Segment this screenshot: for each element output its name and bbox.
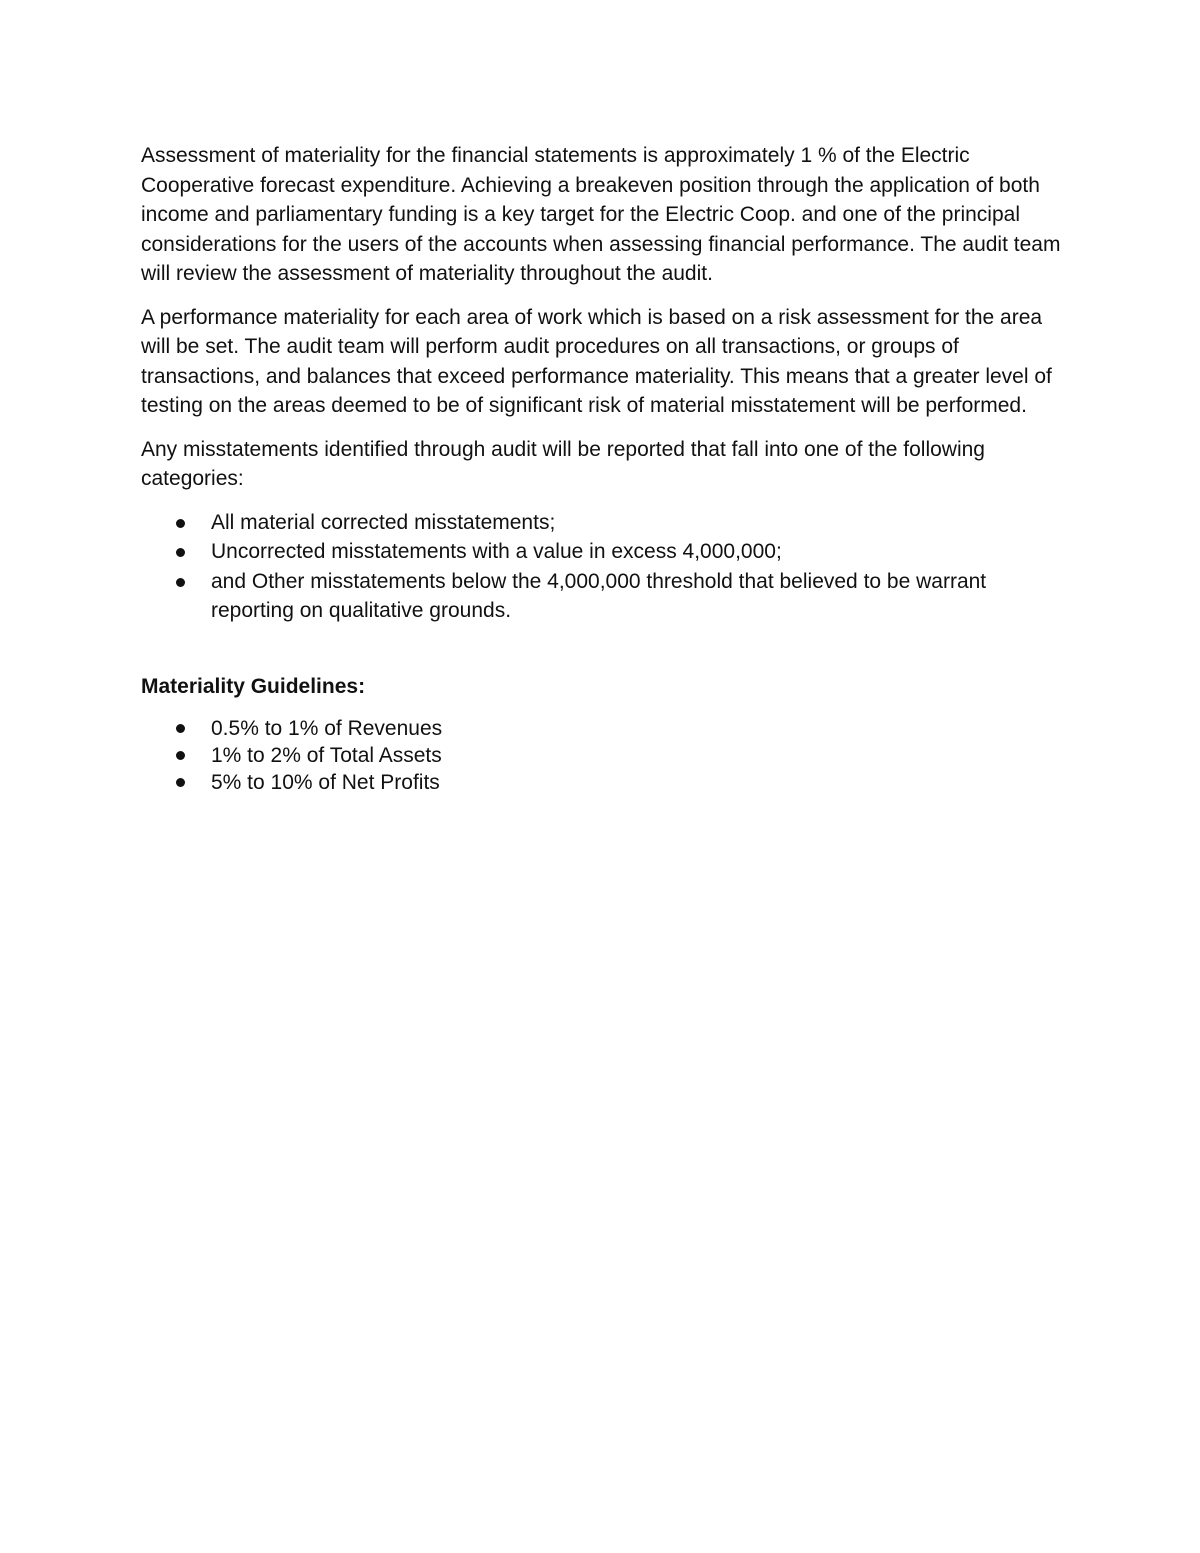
- list-item-text: All material corrected misstatements;: [211, 510, 556, 534]
- bullet-icon: [176, 519, 185, 528]
- list-item-text: and Other misstatements below the 4,000,000 threshold that believed to be warrant reporting on qualitative grounds.: [211, 569, 987, 622]
- paragraph-misstatement-reporting: Any misstatements identified through audit will be reported that fall into one of the following categories:: [141, 437, 985, 490]
- list-item: [141, 537, 1066, 567]
- list-item-text: Uncorrected misstatements with a value in excess 4,000,000;: [211, 540, 782, 563]
- document-body: [141, 141, 1066, 810]
- misstatement-categories-list: [141, 508, 1066, 626]
- list-item: [141, 508, 1066, 538]
- bullet-icon: [176, 778, 185, 787]
- list-item: [141, 715, 1066, 742]
- bullet-icon: [176, 751, 185, 760]
- list-item: [141, 769, 1066, 796]
- list-item-text: 5% to 10% of Net Profits: [211, 771, 440, 794]
- paragraph-materiality-assessment: Assessment of materiality for the financial statements is approximately 1 % of the Electric Cooperative forecast expenditure. Achieving a breakeven position through the application of both income and parliamentary funding is a key target for the Electric Coop. and one of the principal considerations for the users of the accounts when assessing financial performance. The audit team will review the assessment of materiality throughout the audit.: [141, 144, 1061, 285]
- paragraph-performance-materiality: A performance materiality for each area of work which is based on a risk assessment for the area will be set. The audit team will perform audit procedures on all transactions, or groups of transactions, and balances that exceed performance materiality. This means that a greater level of testing on the areas deemed to be of significant risk of material misstatement will be performed.: [141, 305, 1052, 417]
- bullet-icon: [176, 578, 185, 587]
- section-heading: Materiality Guidelines:: [141, 674, 366, 698]
- list-item: [141, 567, 1066, 626]
- list-item-text: 0.5% to 1% of Revenues: [211, 717, 443, 740]
- bullet-icon: [176, 724, 185, 733]
- bullet-icon: [176, 548, 185, 557]
- list-item: [141, 742, 1066, 769]
- list-item-text: 1% to 2% of Total Assets: [211, 744, 442, 767]
- materiality-guidelines-list: [141, 715, 1066, 796]
